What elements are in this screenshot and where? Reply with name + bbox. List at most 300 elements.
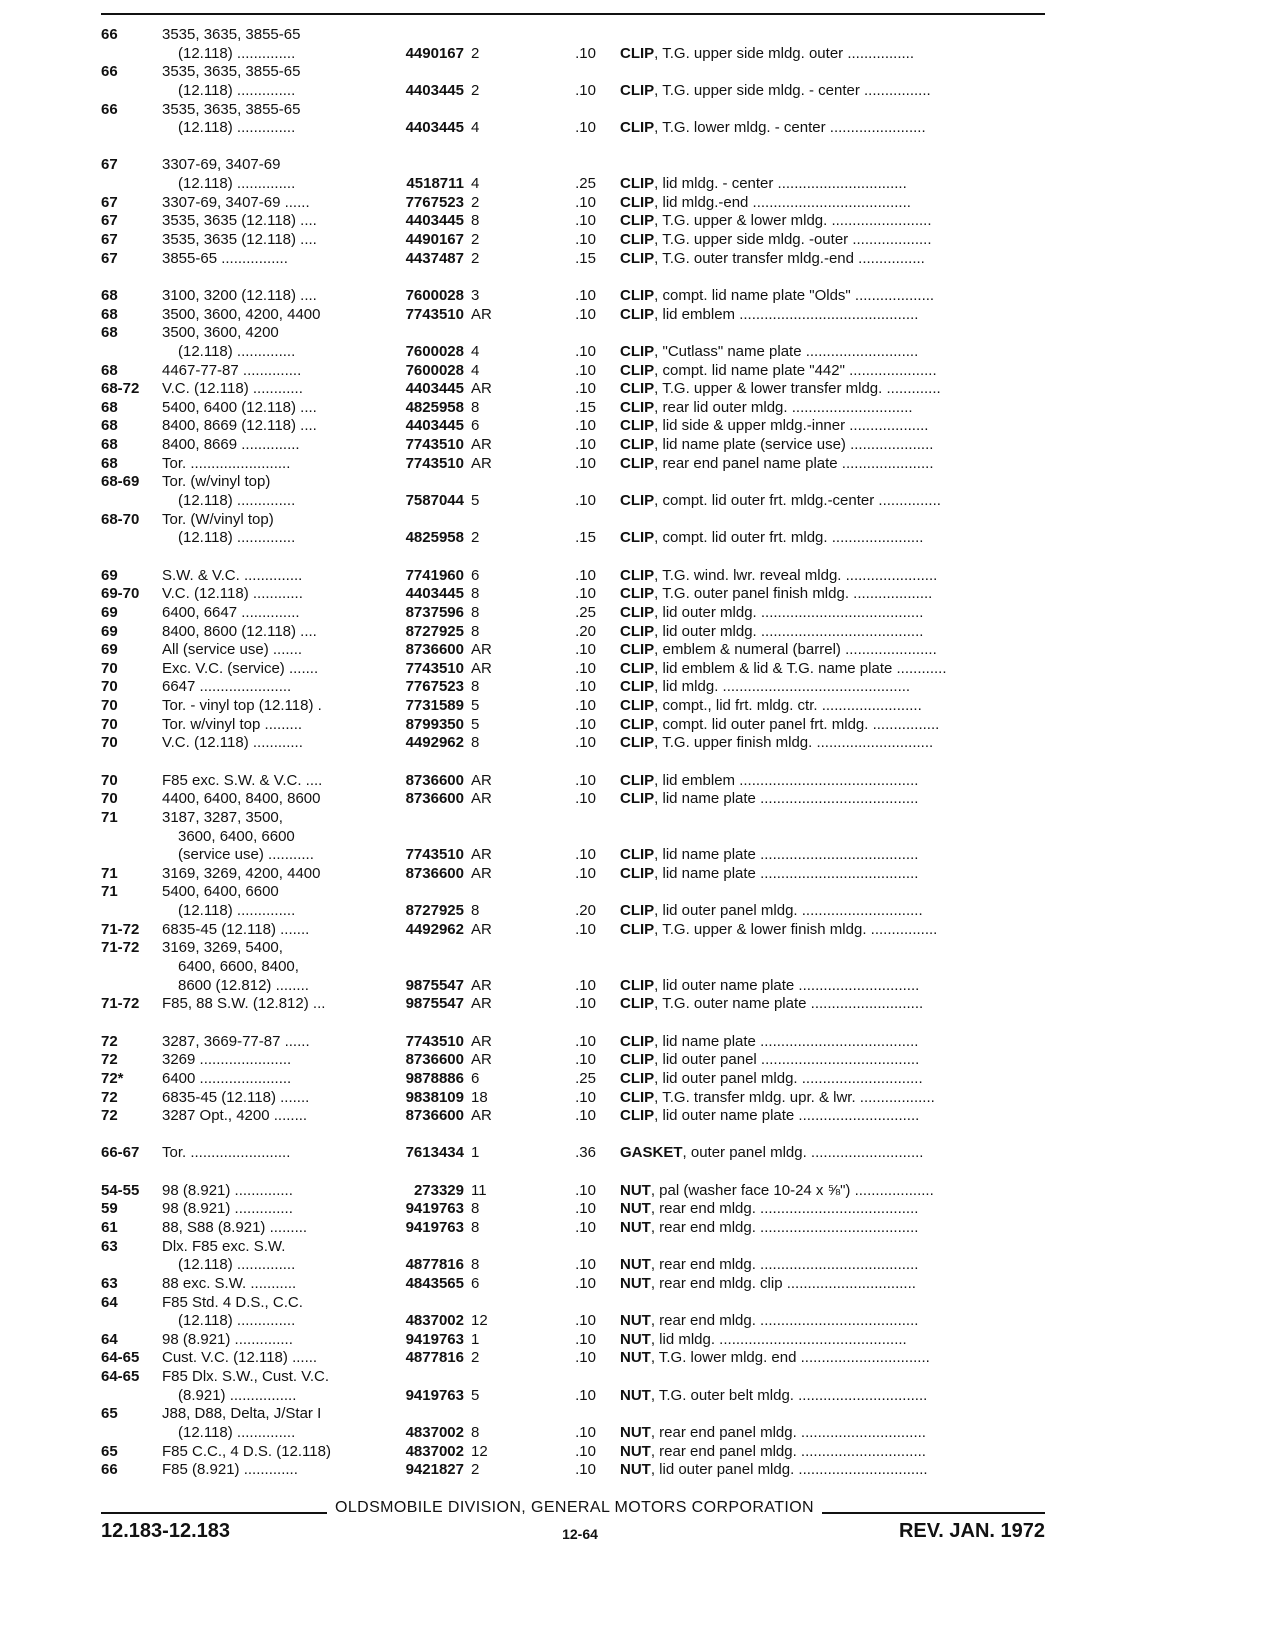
parts-row — [0, 716, 1274, 735]
models-applicable: J88, D88, Delta, J/Star I — [162, 1405, 322, 1423]
price: .36 — [575, 1144, 596, 1162]
part-noun: CLIP — [620, 398, 655, 416]
price: .10 — [575, 1349, 596, 1367]
part-detail: , lid outer name plate ............................. — [654, 1107, 920, 1125]
part-number: 9875547 — [405, 995, 464, 1013]
price: .10 — [575, 1386, 596, 1404]
model-year: 68-70 — [101, 510, 140, 528]
price: .10 — [575, 1256, 596, 1274]
footer-rule-right — [822, 1512, 1045, 1514]
parts-row — [0, 1200, 1274, 1219]
price: .10 — [575, 1032, 596, 1050]
part-description — [620, 567, 1050, 586]
parts-row — [0, 1182, 1274, 1201]
part-number: 4403445 — [405, 212, 464, 230]
parts-row — [0, 156, 1274, 175]
models-applicable: 5400, 6400, 6600 — [162, 883, 279, 901]
models-applicable: 8600 (12.812) ........ — [178, 976, 309, 994]
part-number: 7613434 — [405, 1144, 464, 1162]
model-year: 61 — [101, 1219, 118, 1236]
quantity: 4 — [471, 119, 480, 137]
quantity: 3 — [471, 286, 480, 304]
part-number: 4437487 — [405, 249, 464, 267]
parts-row — [0, 101, 1274, 120]
part-number: 9421827 — [405, 1461, 464, 1479]
quantity: AR — [471, 920, 492, 938]
parts-row — [0, 212, 1274, 231]
part-noun: CLIP — [620, 995, 655, 1013]
parts-row — [0, 809, 1274, 828]
part-noun: CLIP — [620, 231, 655, 249]
part-number: 7600028 — [405, 361, 464, 379]
part-description — [620, 1219, 1050, 1238]
part-detail: , lid outer mldg. ....................................... — [654, 603, 924, 621]
part-description — [620, 1461, 1050, 1480]
parts-row — [0, 436, 1274, 455]
price: .15 — [575, 249, 596, 267]
price: .10 — [575, 790, 596, 808]
parts-row — [0, 660, 1274, 679]
quantity: 6 — [471, 1069, 480, 1087]
part-description — [620, 1070, 1050, 1089]
part-number: 8736600 — [405, 864, 464, 882]
models-applicable: Tor. - vinyl top (12.118) . — [162, 697, 322, 715]
price: .10 — [575, 659, 596, 677]
part-number: 4877816 — [405, 1256, 464, 1274]
part-noun: CLIP — [620, 902, 655, 920]
row-spacer — [0, 1014, 1274, 1033]
price: .10 — [575, 1424, 596, 1442]
model-year: 66 — [101, 1461, 118, 1479]
model-year: 59 — [101, 1200, 118, 1218]
parts-row — [0, 902, 1274, 921]
quantity: 8 — [471, 1256, 480, 1274]
models-applicable: 6835-45 (12.118) ....... — [162, 1088, 310, 1106]
quantity: 5 — [471, 697, 480, 715]
price: .10 — [575, 995, 596, 1013]
model-year: 67 — [101, 212, 118, 230]
part-noun: GASKET — [620, 1144, 683, 1162]
models-applicable: (12.118) .............. — [178, 1256, 296, 1274]
models-applicable: 4400, 6400, 8400, 8600 — [162, 790, 321, 808]
price: .10 — [575, 734, 596, 752]
parts-row — [0, 790, 1274, 809]
price: .10 — [575, 920, 596, 938]
quantity: AR — [471, 305, 492, 323]
model-year: 72 — [101, 1107, 118, 1125]
part-detail: , T.G. wind. lwr. reveal mldg. ...................... — [654, 566, 938, 584]
price: .10 — [575, 771, 596, 789]
price: .10 — [575, 436, 596, 454]
part-description — [620, 380, 1050, 399]
parts-row — [0, 1033, 1274, 1052]
part-number: 4403445 — [405, 119, 464, 137]
part-description — [620, 660, 1050, 679]
model-year: 70 — [101, 715, 118, 733]
part-detail: , lid outer panel mldg. ............................... — [650, 1461, 928, 1479]
quantity: AR — [471, 1051, 492, 1069]
part-description — [620, 455, 1050, 474]
part-detail: , compt. lid outer frt. mldg.-center ............... — [654, 492, 941, 510]
part-number: 9419763 — [405, 1200, 464, 1218]
part-number: 4403445 — [405, 417, 464, 435]
part-detail: , T.G. upper finish mldg. ............................ — [654, 734, 934, 752]
part-noun: CLIP — [620, 175, 655, 193]
models-applicable: 3100, 3200 (12.118) .... — [162, 286, 317, 304]
parts-row — [0, 567, 1274, 586]
models-applicable: (12.118) .............. — [178, 81, 296, 99]
models-applicable: Tor. w/vinyl top ......... — [162, 715, 303, 733]
price: .10 — [575, 715, 596, 733]
part-description — [620, 194, 1050, 213]
price: .10 — [575, 1219, 596, 1236]
part-detail: , lid emblem & lid & T.G. name plate ............ — [654, 659, 947, 677]
quantity: AR — [471, 771, 492, 789]
part-description — [620, 1200, 1050, 1219]
model-year: 70 — [101, 659, 118, 677]
part-noun: CLIP — [620, 1107, 655, 1125]
part-noun: CLIP — [620, 1032, 655, 1050]
part-noun: CLIP — [620, 417, 655, 435]
parts-row — [0, 865, 1274, 884]
quantity: AR — [471, 846, 492, 864]
part-number: 4837002 — [405, 1424, 464, 1442]
price: .25 — [575, 175, 596, 193]
model-year: 64 — [101, 1293, 118, 1311]
quantity: 8 — [471, 1200, 480, 1218]
part-number: 7743510 — [405, 454, 464, 472]
part-noun: CLIP — [620, 622, 655, 640]
price: .10 — [575, 492, 596, 510]
part-noun: CLIP — [620, 864, 655, 882]
models-applicable: (12.118) .............. — [178, 175, 296, 193]
part-detail: , rear end mldg. clip ............................... — [650, 1274, 916, 1292]
part-detail: , rear end mldg. ...................................... — [650, 1312, 919, 1330]
part-noun: NUT — [620, 1386, 651, 1404]
part-number: 4490167 — [405, 231, 464, 249]
quantity: AR — [471, 641, 492, 659]
part-description — [620, 1182, 1050, 1201]
models-applicable: 3535, 3635, 3855-65 — [162, 26, 301, 43]
part-detail: , compt. lid outer frt. mldg. ...................... — [654, 529, 924, 547]
model-year: 66 — [101, 26, 118, 43]
parts-row — [0, 324, 1274, 343]
part-number: 4825958 — [405, 398, 464, 416]
part-detail: , rear end panel name plate ...................... — [654, 454, 934, 472]
parts-row — [0, 1107, 1274, 1126]
quantity: AR — [471, 380, 492, 398]
row-spacer — [0, 268, 1274, 287]
part-description — [620, 1107, 1050, 1126]
quantity: 2 — [471, 81, 480, 99]
part-detail: , rear end panel mldg. .............................. — [650, 1424, 926, 1442]
part-detail: , rear end mldg. ...................................... — [650, 1200, 919, 1218]
part-noun: NUT — [620, 1424, 651, 1442]
models-applicable: 3500, 3600, 4200 — [162, 324, 279, 342]
parts-row — [0, 1461, 1274, 1480]
part-description — [620, 772, 1050, 791]
part-description — [620, 529, 1050, 548]
part-noun: CLIP — [620, 641, 655, 659]
part-description — [620, 846, 1050, 865]
models-applicable: 6400, 6600, 8400, — [178, 958, 299, 976]
part-number: 4492962 — [405, 734, 464, 752]
quantity: 4 — [471, 175, 480, 193]
part-number: 8736600 — [405, 1107, 464, 1125]
parts-row — [0, 45, 1274, 64]
parts-row — [0, 604, 1274, 623]
models-applicable: V.C. (12.118) ............ — [162, 734, 303, 752]
model-year: 67 — [101, 249, 118, 267]
parts-row — [0, 1443, 1274, 1462]
part-description — [620, 902, 1050, 921]
part-detail: , outer panel mldg. ........................... — [682, 1144, 924, 1162]
part-number: 9875547 — [405, 976, 464, 994]
models-applicable: Tor. ........................ — [162, 454, 291, 472]
price: .10 — [575, 641, 596, 659]
part-number: 7600028 — [405, 342, 464, 360]
models-applicable: (12.118) .............. — [178, 1312, 296, 1330]
price: .10 — [575, 1330, 596, 1348]
quantity: 4 — [471, 361, 480, 379]
part-number: 4843565 — [405, 1274, 464, 1292]
models-applicable: (12.118) .............. — [178, 1424, 296, 1442]
part-noun: NUT — [620, 1330, 651, 1348]
part-description — [620, 1349, 1050, 1368]
models-applicable: Tor. (w/vinyl top) — [162, 473, 271, 491]
part-number: 4490167 — [405, 44, 464, 62]
models-applicable: (12.118) .............. — [178, 44, 296, 62]
quantity: 11 — [471, 1181, 487, 1199]
part-noun: CLIP — [620, 585, 655, 603]
parts-row — [0, 1331, 1274, 1350]
part-description — [620, 82, 1050, 101]
parts-row — [0, 828, 1274, 847]
part-description — [620, 790, 1050, 809]
part-number: 8727925 — [405, 622, 464, 640]
models-applicable: V.C. (12.118) ............ — [162, 585, 303, 603]
parts-row — [0, 697, 1274, 716]
part-number: 7743510 — [405, 846, 464, 864]
models-applicable: 3535, 3635, 3855-65 — [162, 100, 301, 118]
quantity: 8 — [471, 622, 480, 640]
parts-row — [0, 623, 1274, 642]
parts-row — [0, 473, 1274, 492]
part-detail: , lid emblem ........................................... — [654, 305, 919, 323]
part-description — [620, 306, 1050, 325]
price: .10 — [575, 1107, 596, 1125]
model-year: 70 — [101, 697, 118, 715]
price: .10 — [575, 361, 596, 379]
part-number: 8799350 — [405, 715, 464, 733]
models-applicable: Exc. V.C. (service) ....... — [162, 659, 319, 677]
parts-row — [0, 26, 1274, 45]
model-year: 69-70 — [101, 585, 140, 603]
part-detail: , lid emblem ........................................... — [654, 771, 919, 789]
model-year: 70 — [101, 790, 118, 808]
part-number: 8737596 — [405, 603, 464, 621]
part-detail: , T.G. outer name plate ........................... — [654, 995, 924, 1013]
part-description — [620, 1033, 1050, 1052]
part-noun: CLIP — [620, 380, 655, 398]
part-description — [620, 1443, 1050, 1462]
part-noun: NUT — [620, 1200, 651, 1218]
part-noun: CLIP — [620, 81, 655, 99]
parts-row — [0, 1275, 1274, 1294]
part-number: 9419763 — [405, 1219, 464, 1236]
parts-row — [0, 231, 1274, 250]
part-detail: , compt. lid name plate "Olds" ................... — [654, 286, 935, 304]
model-year: 68 — [101, 324, 118, 342]
part-detail: , T.G. outer transfer mldg.-end ................ — [654, 249, 925, 267]
part-number: 7743510 — [405, 659, 464, 677]
part-noun: CLIP — [620, 846, 655, 864]
models-applicable: 8400, 8600 (12.118) .... — [162, 622, 317, 640]
models-applicable: 3855-65 ................ — [162, 249, 288, 267]
model-year: 68 — [101, 398, 118, 416]
price: .10 — [575, 81, 596, 99]
part-description — [620, 1089, 1050, 1108]
part-detail: , T.G. outer belt mldg. ............................... — [650, 1386, 928, 1404]
part-description — [620, 287, 1050, 306]
part-detail: , pal (washer face 10-24 x ⅝") ................... — [650, 1181, 934, 1199]
part-description — [620, 250, 1050, 269]
models-applicable: 5400, 6400 (12.118) .... — [162, 398, 317, 416]
part-description — [620, 399, 1050, 418]
part-detail: , lid mldg. ............................................. — [650, 1330, 907, 1348]
models-applicable: 3287, 3669-77-87 ...... — [162, 1032, 310, 1050]
models-applicable: 8400, 8669 .............. — [162, 436, 300, 454]
quantity: 18 — [471, 1088, 488, 1106]
part-noun: CLIP — [620, 678, 655, 696]
price: .10 — [575, 454, 596, 472]
part-noun: CLIP — [620, 193, 655, 211]
models-applicable: 6835-45 (12.118) ....... — [162, 920, 310, 938]
model-year: 67 — [101, 193, 118, 211]
part-detail: , compt., lid frt. mldg. ctr. ........................ — [654, 697, 922, 715]
part-noun: CLIP — [620, 1088, 655, 1106]
part-number: 9419763 — [405, 1330, 464, 1348]
quantity: AR — [471, 1107, 492, 1125]
part-description — [620, 641, 1050, 660]
part-detail: , lid outer panel ...................................... — [654, 1051, 920, 1069]
quantity: AR — [471, 659, 492, 677]
price: .10 — [575, 305, 596, 323]
part-description — [620, 1331, 1050, 1350]
models-applicable: 3535, 3635, 3855-65 — [162, 63, 301, 81]
part-number: 4825958 — [405, 529, 464, 547]
parts-row — [0, 1424, 1274, 1443]
parts-row — [0, 1405, 1274, 1424]
footer-revision: REV. JAN. 1972 — [898, 1520, 1045, 1542]
part-noun: CLIP — [620, 249, 655, 267]
part-noun: CLIP — [620, 790, 655, 808]
price: .10 — [575, 417, 596, 435]
model-year: 70 — [101, 771, 118, 789]
part-noun: CLIP — [620, 492, 655, 510]
part-detail: , lid name plate (service use) .................... — [654, 436, 934, 454]
part-noun: CLIP — [620, 286, 655, 304]
part-number: 7741960 — [405, 566, 464, 584]
part-number: 8736600 — [405, 1051, 464, 1069]
quantity: AR — [471, 1032, 492, 1050]
parts-row — [0, 362, 1274, 381]
part-detail: , T.G. upper side mldg. -outer ................... — [654, 231, 932, 249]
price: .15 — [575, 398, 596, 416]
part-description — [620, 1144, 1050, 1163]
model-year: 68-72 — [101, 380, 140, 398]
quantity: 8 — [471, 398, 480, 416]
part-description — [620, 119, 1050, 138]
part-noun: NUT — [620, 1442, 651, 1460]
part-description — [620, 1424, 1050, 1443]
quantity: 8 — [471, 734, 480, 752]
part-description — [620, 585, 1050, 604]
models-applicable: 4467-77-87 .............. — [162, 361, 302, 379]
price: .15 — [575, 529, 596, 547]
part-description — [620, 175, 1050, 194]
part-number: 9878886 — [405, 1069, 464, 1087]
price: .10 — [575, 585, 596, 603]
quantity: 1 — [471, 1330, 480, 1348]
row-spacer — [0, 548, 1274, 567]
model-year: 71 — [101, 808, 118, 826]
part-detail: , lid name plate ...................................... — [654, 790, 919, 808]
top-rule — [101, 13, 1045, 15]
part-detail: , lid side & upper mldg.-inner ................... — [654, 417, 929, 435]
parts-row — [0, 399, 1274, 418]
part-number: 4492962 — [405, 920, 464, 938]
model-year: 72 — [101, 1088, 118, 1106]
part-number: 4403445 — [405, 81, 464, 99]
price: .10 — [575, 286, 596, 304]
models-applicable: 6400, 6647 .............. — [162, 603, 300, 621]
models-applicable: S.W. & V.C. .............. — [162, 566, 303, 584]
price: .10 — [575, 846, 596, 864]
models-applicable: 98 (8.921) .............. — [162, 1330, 293, 1348]
models-applicable: V.C. (12.118) ............ — [162, 380, 303, 398]
model-year: 71-72 — [101, 939, 140, 957]
price: .10 — [575, 697, 596, 715]
parts-row — [0, 63, 1274, 82]
part-noun: NUT — [620, 1256, 651, 1274]
part-description — [620, 977, 1050, 996]
part-detail: , T.G. outer panel finish mldg. ................... — [654, 585, 933, 603]
price: .10 — [575, 1088, 596, 1106]
part-noun: CLIP — [620, 44, 655, 62]
price: .10 — [575, 678, 596, 696]
part-description — [620, 697, 1050, 716]
parts-row — [0, 82, 1274, 101]
models-applicable: 98 (8.921) .............. — [162, 1181, 293, 1199]
price: .10 — [575, 1312, 596, 1330]
part-detail: , lid mldg. ............................................. — [654, 678, 911, 696]
part-noun: CLIP — [620, 566, 655, 584]
models-applicable: 3287 Opt., 4200 ........ — [162, 1107, 308, 1125]
parts-row — [0, 883, 1274, 902]
part-noun: CLIP — [620, 659, 655, 677]
parts-row — [0, 417, 1274, 436]
model-year: 72 — [101, 1032, 118, 1050]
models-applicable: 3535, 3635 (12.118) .... — [162, 231, 317, 249]
models-applicable: F85 exc. S.W. & V.C. .... — [162, 771, 323, 789]
model-year: 64-65 — [101, 1349, 140, 1367]
part-description — [620, 362, 1050, 381]
quantity: 2 — [471, 193, 480, 211]
parts-row — [0, 306, 1274, 325]
quantity: AR — [471, 864, 492, 882]
model-year: 68 — [101, 286, 118, 304]
